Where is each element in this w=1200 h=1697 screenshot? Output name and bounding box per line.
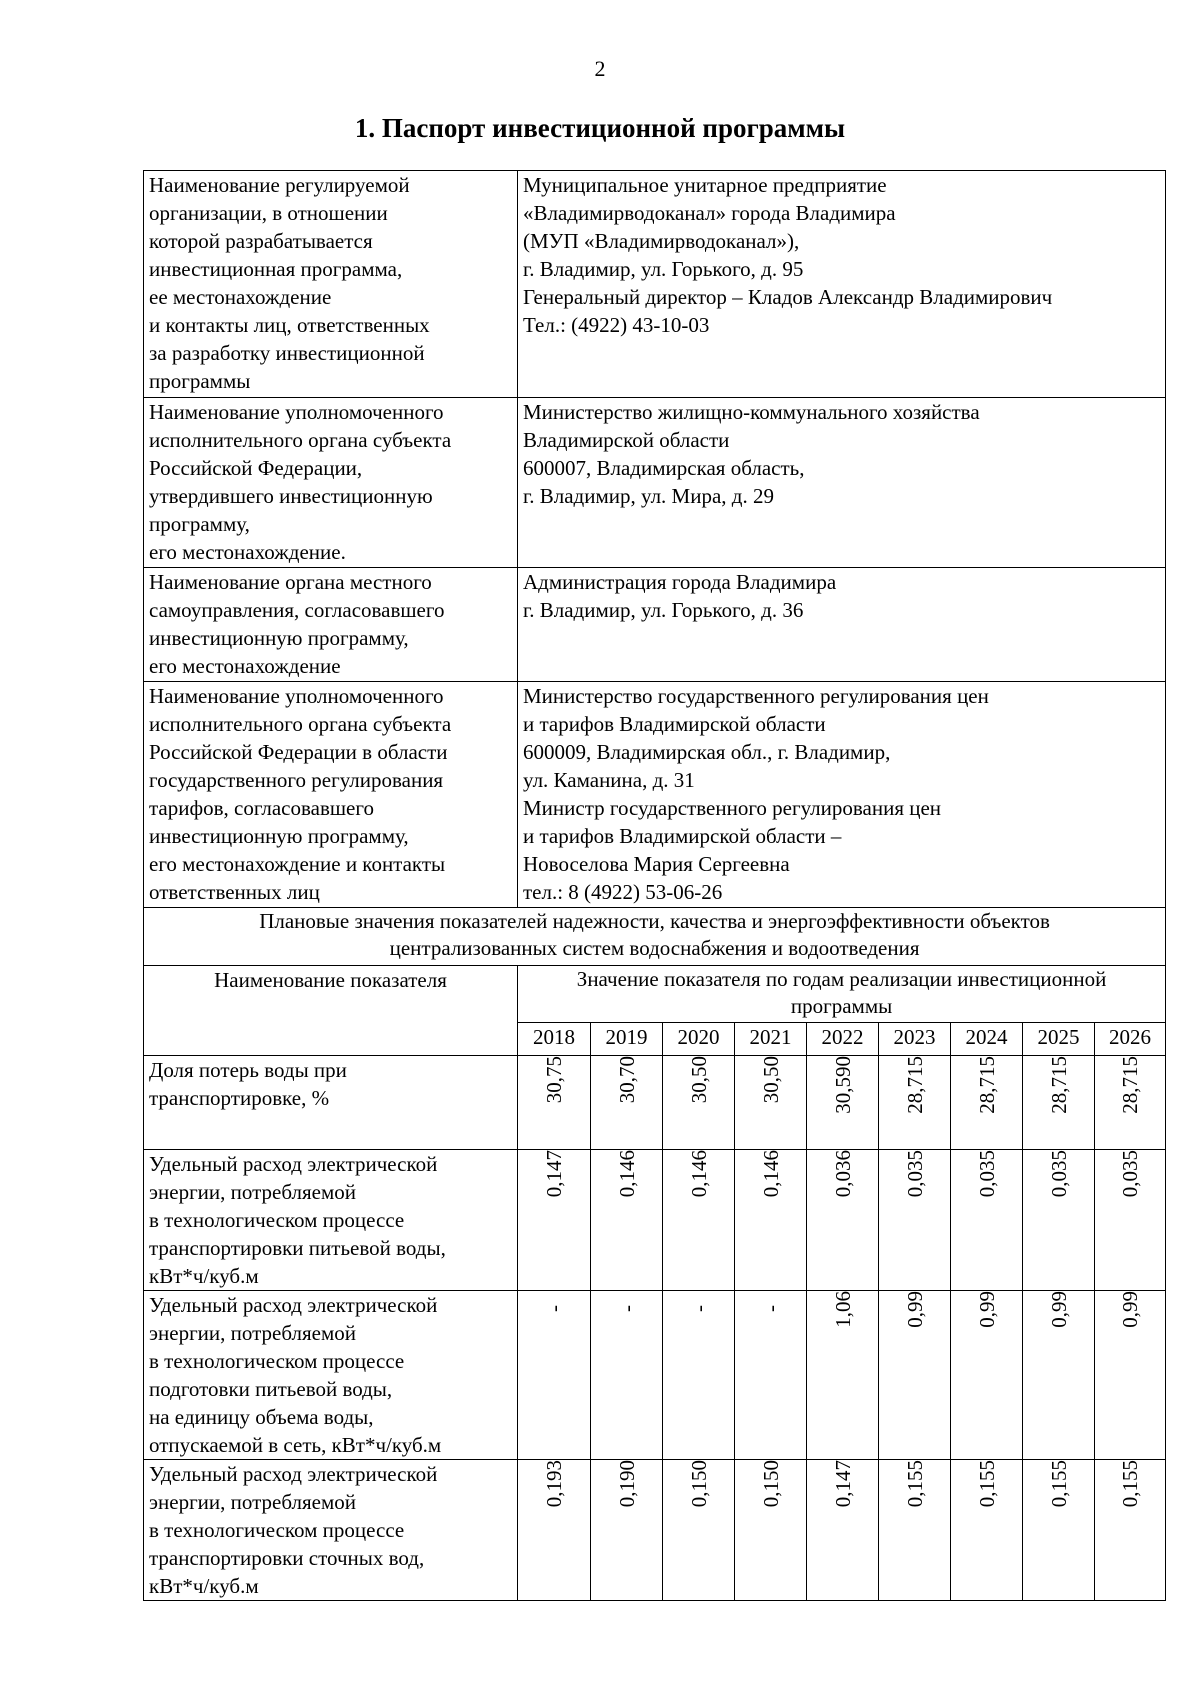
indicator-value-cell <box>951 1460 1023 1601</box>
indicator-value-cell <box>518 1056 591 1150</box>
indicator-value: 0,99 <box>1046 1291 1071 1328</box>
indicator-value-cell <box>951 1150 1023 1291</box>
indicator-value: 1,06 <box>830 1291 855 1328</box>
indicator-value-cell <box>879 1150 951 1291</box>
indicator-value: 28,715 <box>974 1056 999 1114</box>
passport-row-organization <box>144 171 1166 398</box>
year-header: 2024 <box>951 1023 1023 1056</box>
passport-row-tariff-authority <box>144 682 1166 908</box>
indicator-value-cell <box>807 1056 879 1150</box>
passport-value: Министерство государственного регулирования цен и тарифов Владимирской области 600009, Владимирская обл., г. Владимир, ул. Каманина, д. 31 Министр государственного регулирования цен и тарифов Владимирской области – Новоселова Мария Сергеевна тел.: 8 (4922) 53-06-26 <box>518 682 1166 908</box>
indicator-value-cell <box>1023 1056 1095 1150</box>
indicator-value-cell <box>807 1291 879 1460</box>
indicator-value-cell <box>951 1291 1023 1460</box>
indicator-name: Доля потерь воды при транспортировке, % <box>144 1056 518 1150</box>
indicator-value: 0,99 <box>1118 1291 1143 1328</box>
indicator-value: 28,715 <box>1046 1056 1071 1114</box>
indicator-value-cell <box>663 1291 735 1460</box>
indicator-value: 30,50 <box>686 1056 711 1104</box>
indicator-value-cell <box>518 1460 591 1601</box>
indicator-value: 0,150 <box>686 1460 711 1508</box>
indicator-value: 0,193 <box>542 1460 566 1508</box>
indicator-value: 0,155 <box>1046 1460 1071 1508</box>
year-header: 2023 <box>879 1023 951 1056</box>
indicator-value: 0,155 <box>974 1460 999 1508</box>
indicator-value: 30,590 <box>830 1056 855 1114</box>
year-header: 2021 <box>735 1023 807 1056</box>
indicator-value-cell <box>879 1291 951 1460</box>
passport-label: Наименование уполномоченного исполнительного органа субъекта Российской Федерации, утвердившего инвестиционную программу, его местонахождение. <box>144 398 518 568</box>
indicator-value: 28,715 <box>1118 1056 1143 1114</box>
indicator-value: 30,75 <box>542 1056 566 1104</box>
indicator-value-cell <box>1095 1056 1166 1150</box>
indicator-value-cell <box>591 1056 663 1150</box>
indicator-value-cell <box>879 1460 951 1601</box>
indicator-value-cell <box>735 1056 807 1150</box>
indicator-value: 0,146 <box>614 1150 639 1198</box>
indicator-value-cell <box>663 1150 735 1291</box>
indicator-value: 0,99 <box>974 1291 999 1328</box>
passport-label: Наименование уполномоченного исполнительного органа субъекта Российской Федерации в области государственного регулирования тарифов, согласовавшего инвестиционную программу, его местонахождение и контакты ответственных лиц <box>144 682 518 908</box>
indicator-value: 0,035 <box>1118 1150 1143 1198</box>
passport-label: Наименование регулируемой организации, в отношении которой разрабатывается инвестиционная программа, ее местонахождение и контакты лиц, ответственных за разработку инвестиционной программы <box>144 171 518 398</box>
indicator-value: 0,155 <box>1118 1460 1143 1508</box>
passport-value: Министерство жилищно-коммунального хозяйства Владимирской области 600007, Владимирская область, г. Владимир, ул. Мира, д. 29 <box>518 398 1166 568</box>
indicator-value: 0,146 <box>686 1150 711 1198</box>
indicator-years-header: Значение показателя по годам реализации инвестиционной программы <box>518 966 1166 1023</box>
indicator-row-drinking-water-preparation-energy <box>144 1291 1166 1460</box>
indicator-value: 0,035 <box>1046 1150 1071 1198</box>
page-title: 1. Паспорт инвестиционной программы <box>354 113 846 143</box>
indicator-value: - <box>758 1305 783 1312</box>
indicator-value: 0,036 <box>830 1150 855 1198</box>
year-header: 2022 <box>807 1023 879 1056</box>
indicator-value-cell <box>735 1291 807 1460</box>
indicator-value-cell <box>879 1056 951 1150</box>
indicator-row-water-losses <box>144 1056 1166 1150</box>
indicator-value-cell <box>591 1150 663 1291</box>
indicator-value: 0,147 <box>542 1150 566 1198</box>
indicator-value-cell <box>951 1056 1023 1150</box>
year-header: 2026 <box>1095 1023 1166 1056</box>
indicator-value-cell <box>663 1056 735 1150</box>
indicator-value-cell <box>735 1460 807 1601</box>
indicator-value-cell <box>591 1291 663 1460</box>
indicator-value: 0,035 <box>974 1150 999 1198</box>
indicator-value: 0,146 <box>758 1150 783 1198</box>
indicator-value: - <box>542 1305 566 1312</box>
year-header: 2025 <box>1023 1023 1095 1056</box>
indicator-value: 0,147 <box>830 1460 855 1508</box>
indicator-value: 0,150 <box>758 1460 783 1508</box>
indicators-section-heading: Плановые значения показателей надежности, качества и энергоэффективности объектов централизованных систем водоснабжения и водоотведения <box>144 908 1166 966</box>
indicator-name: Удельный расход электрической энергии, потребляемой в технологическом процессе транспортировки питьевой воды, кВт*ч/куб.м <box>144 1150 518 1291</box>
indicator-value: - <box>614 1305 639 1312</box>
indicators-header-row <box>144 966 1166 1023</box>
indicator-value: - <box>686 1305 711 1312</box>
indicator-value: 0,035 <box>902 1150 927 1198</box>
passport-label: Наименование органа местного самоуправления, согласовавшего инвестиционную программу, его местонахождение <box>144 568 518 682</box>
indicator-value-cell <box>1023 1150 1095 1291</box>
indicator-value-cell <box>591 1460 663 1601</box>
year-header: 2019 <box>591 1023 663 1056</box>
indicator-value-cell <box>1023 1460 1095 1601</box>
indicator-name: Удельный расход электрической энергии, потребляемой в технологическом процессе транспортировки сточных вод, кВт*ч/куб.м <box>144 1460 518 1601</box>
year-header: 2020 <box>663 1023 735 1056</box>
page-number: 2 <box>594 56 606 81</box>
indicator-value-cell <box>807 1460 879 1601</box>
indicator-value-cell <box>1095 1150 1166 1291</box>
indicator-value-cell <box>807 1150 879 1291</box>
indicator-name-header: Наименование показателя <box>144 966 518 1056</box>
indicator-value: 0,155 <box>902 1460 927 1508</box>
passport-row-local-government <box>144 568 1166 682</box>
indicator-value-cell <box>1095 1291 1166 1460</box>
indicator-row-wastewater-transport-energy <box>144 1460 1166 1601</box>
indicator-value-cell <box>1095 1460 1166 1601</box>
indicator-value-cell <box>1023 1291 1095 1460</box>
passport-value: Муниципальное унитарное предприятие «Владимирводоканал» города Владимира (МУП «Владимирводоканал»), г. Владимир, ул. Горького, д. 95 Генеральный директор – Кладов Александр Владимирович Тел.: (4922) 43-10-03 <box>518 171 1166 398</box>
indicator-name: Удельный расход электрической энергии, потребляемой в технологическом процессе подготовки питьевой воды, на единицу объема воды, отпускаемой в сеть, кВт*ч/куб.м <box>144 1291 518 1460</box>
passport-row-approving-authority <box>144 398 1166 568</box>
indicator-value-cell <box>518 1291 591 1460</box>
indicator-value: 0,99 <box>902 1291 927 1328</box>
indicators-section-heading-row <box>144 908 1166 966</box>
passport-value: Администрация города Владимира г. Владимир, ул. Горького, д. 36 <box>518 568 1166 682</box>
indicator-value: 28,715 <box>902 1056 927 1114</box>
indicator-value: 30,50 <box>758 1056 783 1104</box>
indicator-value: 30,70 <box>614 1056 639 1104</box>
year-header: 2018 <box>518 1023 591 1056</box>
indicator-value-cell <box>735 1150 807 1291</box>
indicator-value-cell <box>663 1460 735 1601</box>
indicator-value: 0,190 <box>614 1460 639 1508</box>
indicator-row-drinking-water-transport-energy <box>144 1150 1166 1291</box>
investment-program-passport-table <box>143 170 1166 1601</box>
indicator-value-cell <box>518 1150 591 1291</box>
